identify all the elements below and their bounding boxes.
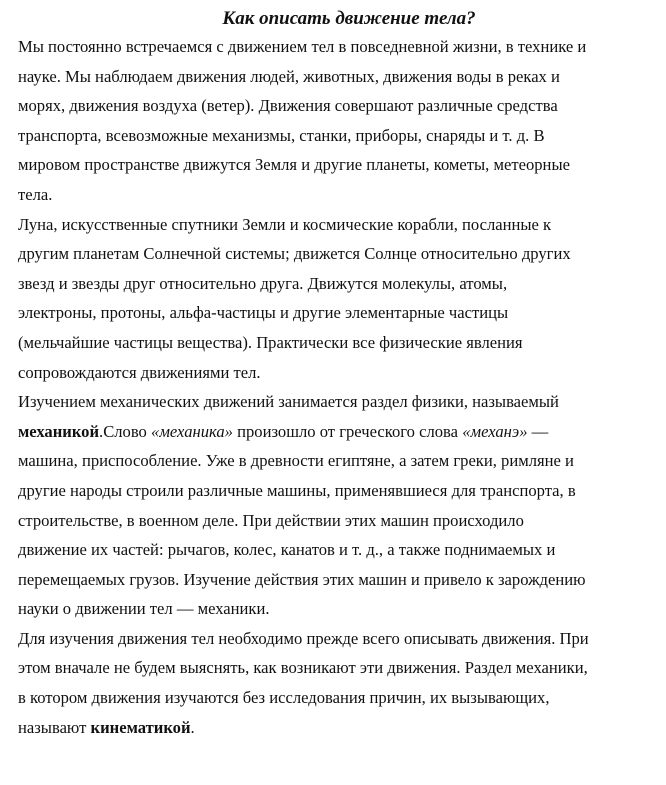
- text-line: [18, 417, 660, 447]
- text-line: (мельчайшие частицы вещества). Практически все физические явления: [18, 332, 523, 352]
- quoted-word-mekhane: «механэ»: [462, 421, 528, 441]
- text-line: другим планетам Солнечной системы; движется Солнце относительно других: [18, 244, 571, 264]
- text-line: другие народы строили различные машины, применявшиеся для транспорта, в: [18, 480, 576, 500]
- text-line: Для изучения движения тел необходимо прежде всего описывать движения. При: [18, 628, 589, 648]
- text-line: Изучением механических движений занимается раздел физики, называемый: [18, 392, 559, 412]
- text-line: звезд и звезды друг относительно друга. Движутся молекулы, атомы,: [18, 273, 508, 293]
- text-line: тела.: [18, 184, 53, 204]
- paragraph-4: [18, 624, 660, 742]
- document-page: [18, 6, 660, 742]
- text-line: Луна, искусственные спутники Земли и космические корабли, посланные к: [18, 214, 552, 234]
- text-fragment: —: [527, 421, 549, 441]
- text-line: [18, 713, 660, 743]
- term-kinematics: кинематикой: [90, 717, 191, 737]
- text-line: этом вначале не будем выяснять, как возникают эти движения. Раздел механики,: [18, 658, 588, 678]
- text-line: мировом пространстве движутся Земля и другие планеты, кометы, метеорные: [18, 155, 570, 175]
- text-fragment: произошло от греческого слова: [232, 421, 463, 441]
- text-line: морях, движения воздуха (ветер). Движения совершают различные средства: [18, 96, 558, 116]
- paragraph-1: [18, 32, 660, 210]
- text-line: строительстве, в военном деле. При действии этих машин происходило: [18, 510, 524, 530]
- text-fragment: .Слово: [99, 421, 152, 441]
- paragraph-2: [18, 210, 660, 388]
- text-fragment: называют: [18, 717, 91, 737]
- text-line: машина, приспособление. Уже в древности египтяне, а затем греки, римляне и: [18, 451, 574, 471]
- text-line: движение их частей: рычагов, колес, канатов и т. д., а также поднимаемых и: [18, 540, 556, 560]
- text-line: науке. Мы наблюдаем движения людей, животных, движения воды в реках и: [18, 66, 560, 86]
- text-line: транспорта, всевозможные механизмы, станки, приборы, снаряды и т. д. В: [18, 125, 545, 145]
- text-fragment: .: [190, 717, 195, 737]
- text-line: электроны, протоны, альфа-частицы и другие элементарные частицы: [18, 303, 509, 323]
- text-line: в котором движения изучаются без исследования причин, их вызывающих,: [18, 688, 550, 708]
- text-line: сопровождаются движениями тел.: [18, 362, 261, 382]
- text-line: перемещаемых грузов. Изучение действия этих машин и привело к зарождению: [18, 569, 586, 589]
- quoted-word-mechanika: «механика»: [151, 421, 233, 441]
- text-line: науки о движении тел — механики.: [18, 599, 270, 619]
- text-line: Мы постоянно встречаемся с движением тел в повседневной жизни, в технике и: [18, 37, 587, 56]
- document-title: Как описать движение тела?: [222, 8, 476, 29]
- paragraph-3: [18, 387, 660, 624]
- term-mechanics: механикой: [18, 421, 100, 441]
